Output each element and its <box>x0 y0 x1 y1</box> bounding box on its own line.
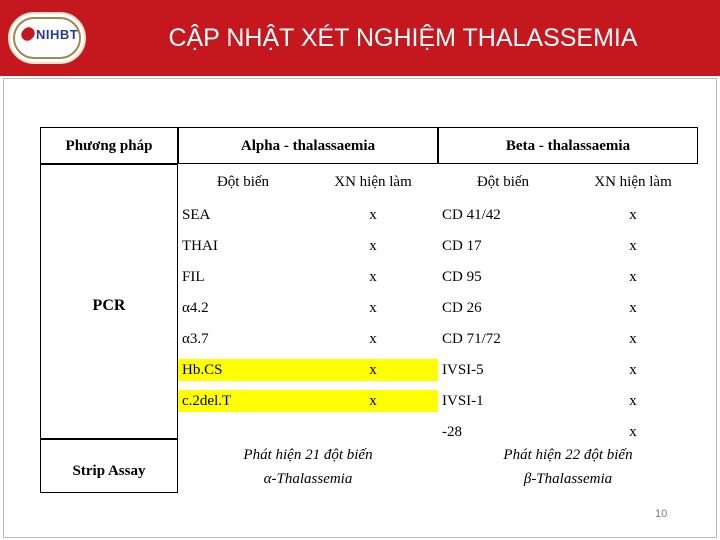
method-strip: Strip Assay <box>72 463 146 479</box>
beta-strip-line1: Phát hiện 22 đột biến <box>503 447 633 463</box>
alpha-mutation: c.2del.T <box>178 390 308 412</box>
alpha-tested-mark: x <box>369 207 377 223</box>
alpha-tested-mark: x <box>308 390 438 412</box>
beta-tested-mark: x <box>629 393 637 409</box>
alpha-mutation: THAI <box>182 238 218 254</box>
method-pcr: PCR <box>92 297 126 314</box>
logo-text: NIHBT <box>36 27 79 42</box>
beta-tested-mark: x <box>629 300 637 316</box>
beta-mutation: CD 26 <box>442 300 482 316</box>
beta-mutation: -28 <box>442 424 462 440</box>
alpha-tested-mark: x <box>369 331 377 347</box>
slide-title: CẬP NHẬT XÉT NGHIỆM THALASSEMIA <box>168 24 638 52</box>
beta-tested-mark: x <box>629 238 637 254</box>
header-method: Phương pháp <box>40 127 178 164</box>
alpha-mutation <box>178 421 308 443</box>
beta-tested-mark: x <box>629 207 637 223</box>
alpha-tested-mark: x <box>369 300 377 316</box>
sub-beta-mutation: Đột biến <box>476 174 530 190</box>
beta-mutation: IVSI-1 <box>442 393 484 409</box>
alpha-tested-mark <box>308 421 438 443</box>
header-beta: Beta - thalassaemia <box>438 127 698 164</box>
sub-alpha-tested: XN hiện làm <box>334 174 412 190</box>
beta-tested-mark: x <box>629 269 637 285</box>
beta-tested-mark: x <box>629 424 637 440</box>
beta-tested-mark: x <box>629 331 637 347</box>
alpha-mutation: α3.7 <box>182 331 209 347</box>
alpha-tested-mark: x <box>369 269 377 285</box>
alpha-tested-mark: x <box>369 238 377 254</box>
alpha-strip-line1: Phát hiện 21 đột biến <box>243 447 373 463</box>
alpha-strip-line2: α-Thalassemia <box>263 471 353 487</box>
sub-alpha-mutation: Đột biến <box>216 174 270 190</box>
alpha-mutation: FIL <box>182 269 205 285</box>
beta-mutation: CD 17 <box>442 238 482 254</box>
beta-mutation: CD 95 <box>442 269 482 285</box>
header-alpha: Alpha - thalassaemia <box>178 127 438 164</box>
alpha-mutation: SEA <box>182 207 211 223</box>
beta-mutation: CD 71/72 <box>442 331 501 347</box>
sub-beta-tested: XN hiện làm <box>594 174 672 190</box>
alpha-mutation: α4.2 <box>182 300 209 316</box>
beta-tested-mark: x <box>629 362 637 378</box>
header-bar <box>0 0 720 76</box>
alpha-mutation: Hb.CS <box>178 359 308 381</box>
page-number: 10 <box>655 508 668 520</box>
beta-mutation: CD 41/42 <box>442 207 501 223</box>
beta-strip-line2: β-Thalassemia <box>523 471 613 487</box>
alpha-tested-mark: x <box>308 359 438 381</box>
beta-mutation: IVSI-5 <box>442 362 484 378</box>
